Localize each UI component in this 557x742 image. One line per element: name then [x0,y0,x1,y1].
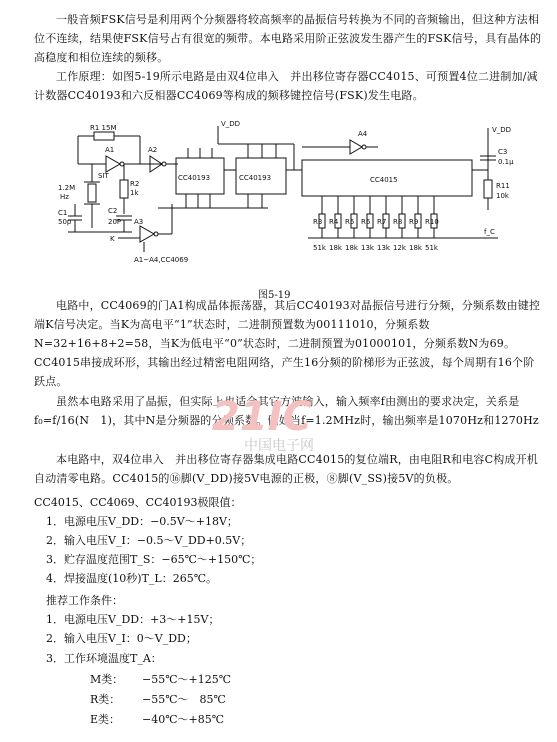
label-fc: f_C [484,228,495,236]
label-c1-value: 50p [58,218,72,226]
label-a3: A3 [134,218,144,226]
circuit-diagram [58,118,518,283]
label-ic3: CC4015 [370,176,398,184]
watermark-logo-text: 21IC [212,394,312,440]
label-sit: SIT [98,172,109,180]
label-vdd2: V_DD [492,126,512,134]
label-c2-value: 20P [108,218,122,226]
label-c3-value: 0.1μ [498,158,514,166]
resistor-value-label: 12k [393,244,406,252]
resistor-name-label: R8 [393,218,403,226]
resistor-value-label: 18k [345,244,358,252]
spec2-item-2: 2．输入电压V_I：0～V_DD； [46,632,197,645]
label-r11: R11 [496,182,510,190]
resistor-name-label: R5 [345,218,355,226]
figure-caption: 图5-19 [258,290,291,301]
spec-item-2: 2．输入电压V_I：−0.5～V_DD+0.5V； [46,534,252,547]
temp-label-e: E类： [90,713,121,726]
label-r1: R1 15M [90,124,117,132]
label-a4: A4 [358,130,368,138]
paragraph-principle: 工作原理：如图5-19所示电路是由双4位串入 并出移位寄存器CC4015、可预置4位二进制加/减计数器CC40193和六反相器CC4069等构成的频移键控信号(FSK)发生电路。 [34,70,538,102]
label-r2: R2 [130,180,140,188]
spec-item-4: 4．焊接温度(10秒)T_L：265℃。 [46,572,218,585]
temp-value-r: −55℃～ 85℃ [142,693,226,706]
specs-heading: CC4015、CC4069、CC40193极限值： [34,496,242,509]
temp-label-m: M类： [90,673,124,686]
label-k: K [110,235,115,243]
resistor-name-label: R9 [409,218,419,226]
watermark-subtitle: 中国电子网 [244,438,314,454]
resistor-value-label: 13k [377,244,390,252]
temp-value-e: −40℃～+85℃ [142,713,225,726]
resistor-name-label: R10 [425,218,439,226]
label-hz: Hz [60,193,69,201]
resistor-name-label: R4 [329,218,339,226]
resistor-name-label: R6 [361,218,371,226]
label-vdd1: V_DD [221,120,241,128]
spec-item-1: 1．电源电压V_DD：−0.5V～+18V； [46,515,238,528]
label-c2: C2 [108,207,118,215]
specs-heading-2: 推荐工作条件： [46,594,123,607]
paragraph-intro: 一般音频FSK信号是利用两个分频器将较高频率的晶振信号转换为不同的音频输出，但这种方法相位不连续，结果使FSK信号占有很宽的频带。本电路采用阶正弦波发生器产生的FSK信号，具有晶体的高稳度和相位连续的频移。 [34,13,542,64]
resistor-labels [313,218,439,252]
resistor-name-label: R7 [377,218,387,226]
watermark-logo [208,388,358,458]
paragraph-freq: 虽然本电路采用了晶振，但实际上也适合其它方波输入，输入频率f由测出的要求决定，关系是f₀=f/16(N 1)，其中N是分频器的分频系数。例如当f=1.2MHz时，输出频率是1070Hz和1270Hz [34,395,539,427]
resistor-value-label: 51k [313,244,326,252]
label-note: A1~A4,CC4069 [134,256,189,264]
label-c1: C1 [58,209,68,217]
spec2-item-3: 3．工作环境温度T_A： [46,652,162,665]
resistor-value-label: 18k [329,244,342,252]
label-c3: C3 [498,148,508,156]
resistor-value-label: 18k [409,244,422,252]
resistor-value-label: 13k [361,244,374,252]
paragraph-reset: 本电路中，双4位串入 并出移位寄存器集成电路CC4015的复位端R，由电阻R和电容C构成开机自动清零电路。CC4015的⑯脚(V_DD)接5V电源的正极，⑧脚(V_SS)接5V的负极。 [34,453,539,485]
label-r2-value: 1k [130,189,139,197]
temp-value-m: −55℃～+125℃ [142,673,232,686]
label-a2: A2 [148,146,158,154]
spec-item-3: 3．贮存温度范围T_S：−65℃～+150℃； [46,553,262,566]
resistor-name-label: R3 [313,218,323,226]
paragraph-circuit: 电路中，CC4069的门A1构成晶体振荡器，其后CC40193对晶振信号进行分频，分频系数由键控端K信号决定。当K为高电平“1”状态时，二进制预置数为00111010，分频系数N=32+16+8+2=58，当K为低电平“0”状态时，二进制预置为01000101，分频系数N为69。CC4015串接成环形，其输出经过精密电阻网络，产生16分频的阶梯形为正弦波，每个周期有16个阶跃点。 [34,299,541,388]
label-ic1: CC40193 [178,174,211,182]
label-a1: A1 [105,146,115,154]
temp-label-r: R类： [90,693,121,706]
label-ic2: CC40193 [239,174,272,182]
label-r11-value: 10k [496,192,509,200]
label-xtal: 1.2M [58,184,76,192]
resistor-value-label: 51k [425,244,438,252]
spec2-item-1: 1．电源电压V_DD：+3～+15V； [46,613,220,626]
